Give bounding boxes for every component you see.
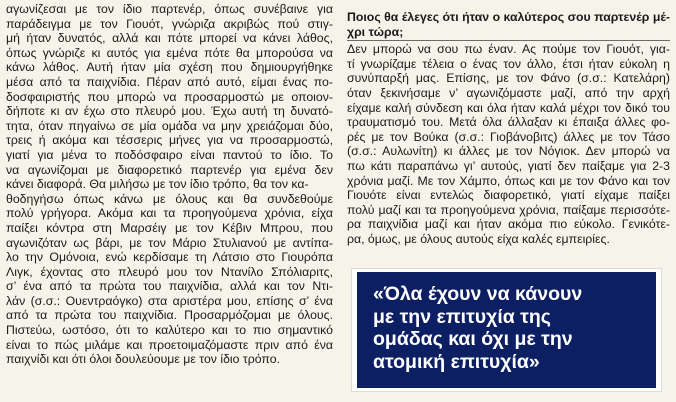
body-line: είχαμε καλή σύνδεση και όλα ήταν καλά μέχρι τον δικό του [347, 100, 670, 115]
body-line: χρόνια μαζί. Με τον Χάμπο, όπως και με τον Φάνο και τον [347, 173, 670, 188]
pullquote-line: ατομική επιτυχία» [373, 351, 540, 374]
body-line: είναι το πώς μιλάμε και προετοιμαζόμαστε πριν από ένα [6, 337, 333, 352]
body-line: πω κάτι παραπάνω γι’ αυτούς, γιατί δεν παίξαμε για 2-3 [347, 158, 670, 173]
pullquote-line: με την επιτυχία της [373, 305, 551, 328]
body-line: Γιουότε είναι εντελώς διαφορετικό, γιατί είχαμε παίξει [347, 188, 670, 203]
question-line: χρι τώρα; [347, 24, 404, 39]
body-line: δοσφαιριστής που μπορώ να προσαρμοστώ με οποιον- [6, 89, 333, 104]
body-line: παράδειγμα με τον Γιουότ, γνώριζα ακριβώς πού στιγ- [6, 16, 333, 31]
body-line: να αγωνίζομαι με διαφορετικό παρτενέρ για εμένα δεν [6, 162, 333, 177]
body-line: τητα, όταν πηγαίνω σε μία ομάδα να μην χρειάζομαι δύο, [6, 118, 333, 133]
body-line: δήποτε κι αν έχω στο πλευρό μου. Έχω αυτή τη δυνατό- [6, 104, 333, 119]
body-line: μή ήταν δυνατός, αλλά και πότε μπορεί να κάνει λάθος, [6, 31, 333, 46]
body-line: όπως γνώριζε κι αυτός για εμένα πότε θα μπορούσα να [6, 45, 333, 60]
body-line: λο την Ομόνοια, ενώ κερδίσαμε τη Λάτσιο στο Γιουρόπα [6, 250, 333, 265]
body-line: παίξει κόντρα στη Μαρσέιγ με τον Κέβιν Μπρου, που [6, 220, 333, 235]
body-line: αγωνίζεσαι με τον ίδιο παρτενέρ, όπως συνέβαινε για [6, 2, 333, 16]
interview-question [347, 10, 670, 39]
body-line: από τα πρώτα του παιχνίδια. Προσαρμόζομαι με όλους. [6, 308, 333, 323]
body-line: πολύ γρήγορα. Ακόμα και τα προηγούμενα χρόνια, είχα [6, 206, 333, 221]
body-line: Δεν μπορώ να σου πω έναν. Ας πούμε τον Γιουότ, για- [347, 42, 670, 57]
article-body-left-column [6, 2, 333, 367]
body-line: σ’ ένα από τα πρώτα του παιχνίδια, αλλά και τον Ντι- [6, 279, 333, 294]
body-line: κάνει διαφορά. Θα μιλήσω με τον ίδιο τρόπο, θα τον κα- [6, 177, 309, 192]
body-line: κάνω λάθος. Αυτή ήταν μία σχέση που δημιουργήθηκε [6, 60, 333, 75]
body-line: τί γνωρίζαμε τέλεια ο ένας τον άλλο, έτσι ήταν εύκολη η [347, 56, 670, 71]
body-line: παιχνίδι και ότι όλοι δουλεύουμε με τον ίδιο τρόπο. [6, 352, 280, 367]
pullquote-line: ομάδας και όχι με την [373, 328, 573, 351]
interview-answer [347, 42, 670, 246]
pullquote-box [357, 272, 656, 388]
body-line: λάν (σ.σ.: Ουεντραόγκο) στα αριστέρα μου, επίσης σ’ ένα [6, 293, 333, 308]
body-line: μέσα από τα παιχνίδια. Πέραν από αυτό, είμαι ένας πο- [6, 74, 333, 89]
body-line: ρα παιχνίδια μαζί και ήταν ακόμα πιο εύκολο. Γενικότε- [347, 217, 670, 232]
pullquote-line: «Όλα έχουν να κάνουν [373, 283, 583, 305]
question-divider [347, 40, 670, 41]
body-line: ρα, όμως, με όλους αυτούς είχα καλές εμπειρίες. [347, 231, 610, 246]
body-line: Λιγκ, έχοντας στο πλευρό μου τον Ντανίλο Σπόλιαριτς, [6, 264, 333, 279]
body-line: γιατί για μένα το ποδόσφαιρο είναι παντού το ίδιο. Το [6, 147, 333, 162]
body-line: πολύ μαζί και τα προηγούμενα χρόνια, παίξαμε περισσότε- [347, 202, 670, 217]
body-line: τραυματισμό του. Μετά όλα άλλαξαν κι έπαιξα άλλες φο- [347, 115, 670, 130]
body-line: (σ.σ.: Αυλωνίτη) κι άλλες με τον Νόγιοκ. Δεν μπορώ να [347, 144, 670, 159]
body-line: αγωνιζόταν ως βάρι, με τον Μάριο Στυλιανού με αντίπα- [6, 235, 333, 250]
body-line: Πιστεύω, ωστόσο, ότι το καλύτερο και το πιο σημαντικό [6, 323, 333, 338]
body-line: όταν ξεκινήσαμε ν’ αγωνιζόμαστε μαζί, από την αρχή [347, 85, 670, 100]
body-line: ρές με τον Βούκα (σ.σ.: Γιοβάνοβιτς) άλλες με τον Τάσο [347, 129, 670, 144]
body-line: συνύπαρξή μας. Επίσης, με τον Φάνο (σ.σ.: Κατελάρη) [347, 71, 670, 86]
body-line: θοδηγήσω όπως κάνω με όλους και θα συνδεθούμε [6, 191, 333, 206]
question-line: Ποιος θα έλεγες ότι ήταν ο καλύτερος σου παρτενέρ μέ- [347, 10, 670, 24]
article-body-right-column [347, 10, 670, 247]
body-line: τρεις ή ακόμα και τέσσερις μήνες για να προσαρμοστώ, [6, 133, 333, 148]
